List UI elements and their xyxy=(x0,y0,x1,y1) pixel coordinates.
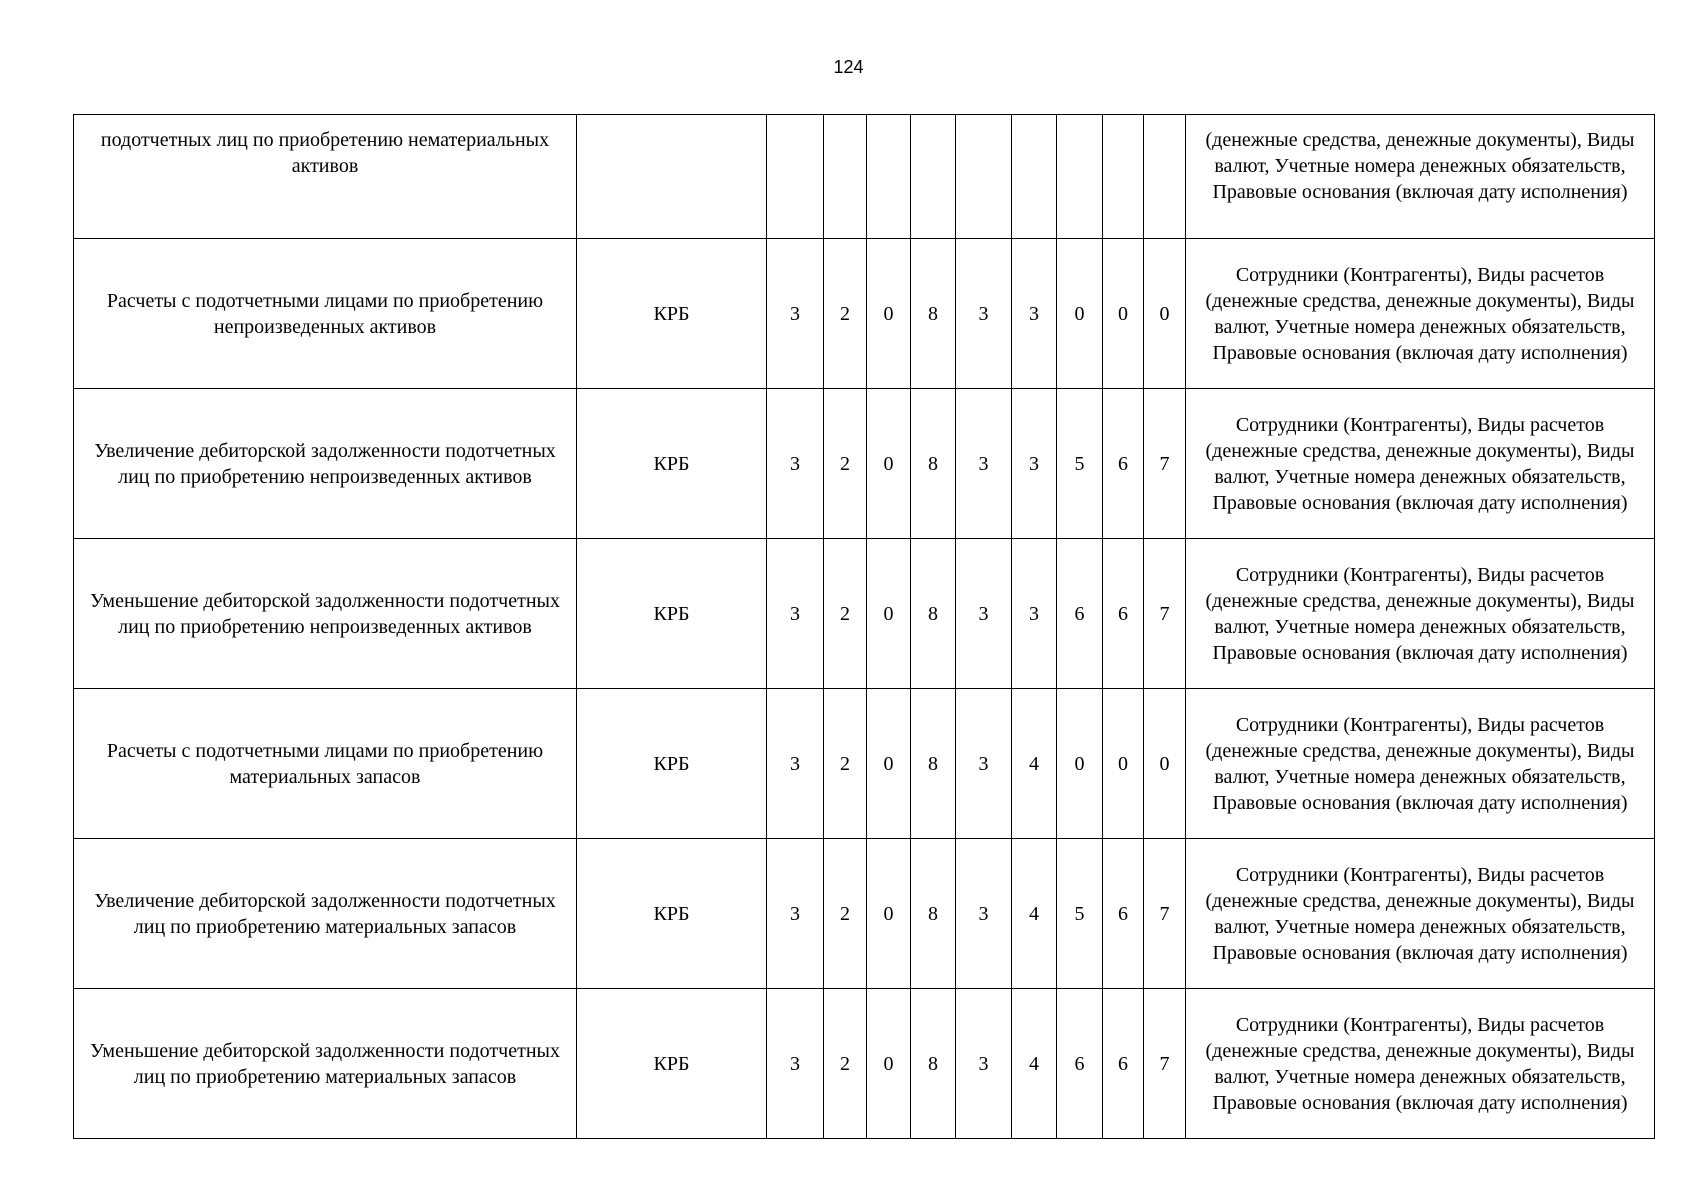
table-row xyxy=(74,839,1655,989)
account-digit-cell: 2 xyxy=(824,989,867,1139)
account-digit-cell: 0 xyxy=(867,239,911,389)
account-digit-cell: 0 xyxy=(1144,239,1186,389)
account-digit-cell xyxy=(1103,115,1144,239)
account-digit-cell: 0 xyxy=(1103,239,1144,389)
account-digit-cell: 6 xyxy=(1103,539,1144,689)
account-digit-cell: 3 xyxy=(767,389,824,539)
account-digit-cell: 6 xyxy=(1057,539,1103,689)
budget-code-cell: КРБ xyxy=(577,389,767,539)
account-digit-cell: 4 xyxy=(1012,989,1057,1139)
account-digit-cell: 3 xyxy=(956,989,1012,1139)
account-digit-cell: 3 xyxy=(956,839,1012,989)
account-digit-cell: 7 xyxy=(1144,389,1186,539)
account-digit-cell: 7 xyxy=(1144,539,1186,689)
account-digit-cell: 5 xyxy=(1057,389,1103,539)
account-digit-cell: 6 xyxy=(1103,389,1144,539)
account-name-cell: подотчетных лиц по приобретению нематериальных активов xyxy=(74,115,577,239)
account-digit-cell xyxy=(911,115,956,239)
account-digit-cell: 8 xyxy=(911,539,956,689)
account-digit-cell: 3 xyxy=(956,389,1012,539)
analytics-cell: Сотрудники (Контрагенты), Виды расчетов (денежные средства, денежные документы), Виды валют, Учетные номера денежных обязательств, Правовые основания (включая дату исполнения) xyxy=(1186,689,1655,839)
table-row xyxy=(74,389,1655,539)
budget-code-cell: КРБ xyxy=(577,989,767,1139)
account-name-cell: Увеличение дебиторской задолженности подотчетных лиц по приобретению непроизведенных активов xyxy=(74,389,577,539)
account-name-cell: Увеличение дебиторской задолженности подотчетных лиц по приобретению материальных запасов xyxy=(74,839,577,989)
analytics-cell: Сотрудники (Контрагенты), Виды расчетов (денежные средства, денежные документы), Виды валют, Учетные номера денежных обязательств, Правовые основания (включая дату исполнения) xyxy=(1186,239,1655,389)
table-body xyxy=(74,115,1655,1139)
account-digit-cell: 3 xyxy=(767,689,824,839)
account-name-cell: Уменьшение дебиторской задолженности подотчетных лиц по приобретению материальных запасов xyxy=(74,989,577,1139)
account-digit-cell: 8 xyxy=(911,689,956,839)
account-digit-cell: 2 xyxy=(824,539,867,689)
account-digit-cell: 0 xyxy=(867,839,911,989)
account-digit-cell: 0 xyxy=(867,989,911,1139)
account-digit-cell: 8 xyxy=(911,389,956,539)
budget-code-cell xyxy=(577,115,767,239)
account-name-cell: Расчеты с подотчетными лицами по приобретению материальных запасов xyxy=(74,689,577,839)
account-digit-cell: 3 xyxy=(767,239,824,389)
account-digit-cell xyxy=(956,115,1012,239)
account-digit-cell: 8 xyxy=(911,989,956,1139)
account-digit-cell: 6 xyxy=(1057,989,1103,1139)
budget-code-cell: КРБ xyxy=(577,539,767,689)
analytics-cell: Сотрудники (Контрагенты), Виды расчетов (денежные средства, денежные документы), Виды валют, Учетные номера денежных обязательств, Правовые основания (включая дату исполнения) xyxy=(1186,989,1655,1139)
account-digit-cell: 3 xyxy=(767,989,824,1139)
accounts-table xyxy=(73,114,1655,1139)
account-digit-cell xyxy=(824,115,867,239)
table-row xyxy=(74,115,1655,239)
table-row xyxy=(74,539,1655,689)
account-digit-cell: 4 xyxy=(1012,839,1057,989)
table-row xyxy=(74,689,1655,839)
budget-code-cell: КРБ xyxy=(577,689,767,839)
analytics-cell: Сотрудники (Контрагенты), Виды расчетов (денежные средства, денежные документы), Виды валют, Учетные номера денежных обязательств, Правовые основания (включая дату исполнения) xyxy=(1186,539,1655,689)
account-digit-cell xyxy=(1057,115,1103,239)
account-digit-cell: 0 xyxy=(1103,689,1144,839)
account-digit-cell: 2 xyxy=(824,389,867,539)
account-digit-cell: 6 xyxy=(1103,989,1144,1139)
account-digit-cell: 0 xyxy=(1144,689,1186,839)
account-digit-cell: 7 xyxy=(1144,989,1186,1139)
analytics-cell: (денежные средства, денежные документы), Виды валют, Учетные номера денежных обязательств, Правовые основания (включая дату исполнения) xyxy=(1186,115,1655,239)
account-digit-cell: 8 xyxy=(911,239,956,389)
account-digit-cell: 4 xyxy=(1012,689,1057,839)
analytics-cell: Сотрудники (Контрагенты), Виды расчетов (денежные средства, денежные документы), Виды валют, Учетные номера денежных обязательств, Правовые основания (включая дату исполнения) xyxy=(1186,839,1655,989)
account-digit-cell: 6 xyxy=(1103,839,1144,989)
account-digit-cell: 7 xyxy=(1144,839,1186,989)
page-number: 124 xyxy=(833,57,864,77)
account-digit-cell: 8 xyxy=(911,839,956,989)
account-digit-cell: 2 xyxy=(824,689,867,839)
budget-code-cell: КРБ xyxy=(577,839,767,989)
account-digit-cell xyxy=(1012,115,1057,239)
analytics-cell: Сотрудники (Контрагенты), Виды расчетов (денежные средства, денежные документы), Виды валют, Учетные номера денежных обязательств, Правовые основания (включая дату исполнения) xyxy=(1186,389,1655,539)
account-digit-cell: 3 xyxy=(767,839,824,989)
account-digit-cell: 0 xyxy=(867,689,911,839)
account-digit-cell: 3 xyxy=(1012,539,1057,689)
account-digit-cell xyxy=(767,115,824,239)
account-digit-cell: 3 xyxy=(956,539,1012,689)
account-digit-cell: 3 xyxy=(1012,239,1057,389)
account-digit-cell xyxy=(867,115,911,239)
account-digit-cell: 0 xyxy=(867,389,911,539)
account-digit-cell: 0 xyxy=(867,539,911,689)
account-digit-cell: 0 xyxy=(1057,689,1103,839)
account-digit-cell: 5 xyxy=(1057,839,1103,989)
account-digit-cell: 0 xyxy=(1057,239,1103,389)
account-digit-cell: 2 xyxy=(824,239,867,389)
account-digit-cell: 3 xyxy=(956,239,1012,389)
table-row xyxy=(74,989,1655,1139)
account-name-cell: Расчеты с подотчетными лицами по приобретению непроизведенных активов xyxy=(74,239,577,389)
account-digit-cell: 3 xyxy=(956,689,1012,839)
account-name-cell: Уменьшение дебиторской задолженности подотчетных лиц по приобретению непроизведенных активов xyxy=(74,539,577,689)
account-digit-cell: 2 xyxy=(824,839,867,989)
account-digit-cell: 3 xyxy=(767,539,824,689)
account-digit-cell xyxy=(1144,115,1186,239)
budget-code-cell: КРБ xyxy=(577,239,767,389)
account-digit-cell: 3 xyxy=(1012,389,1057,539)
table-row xyxy=(74,239,1655,389)
